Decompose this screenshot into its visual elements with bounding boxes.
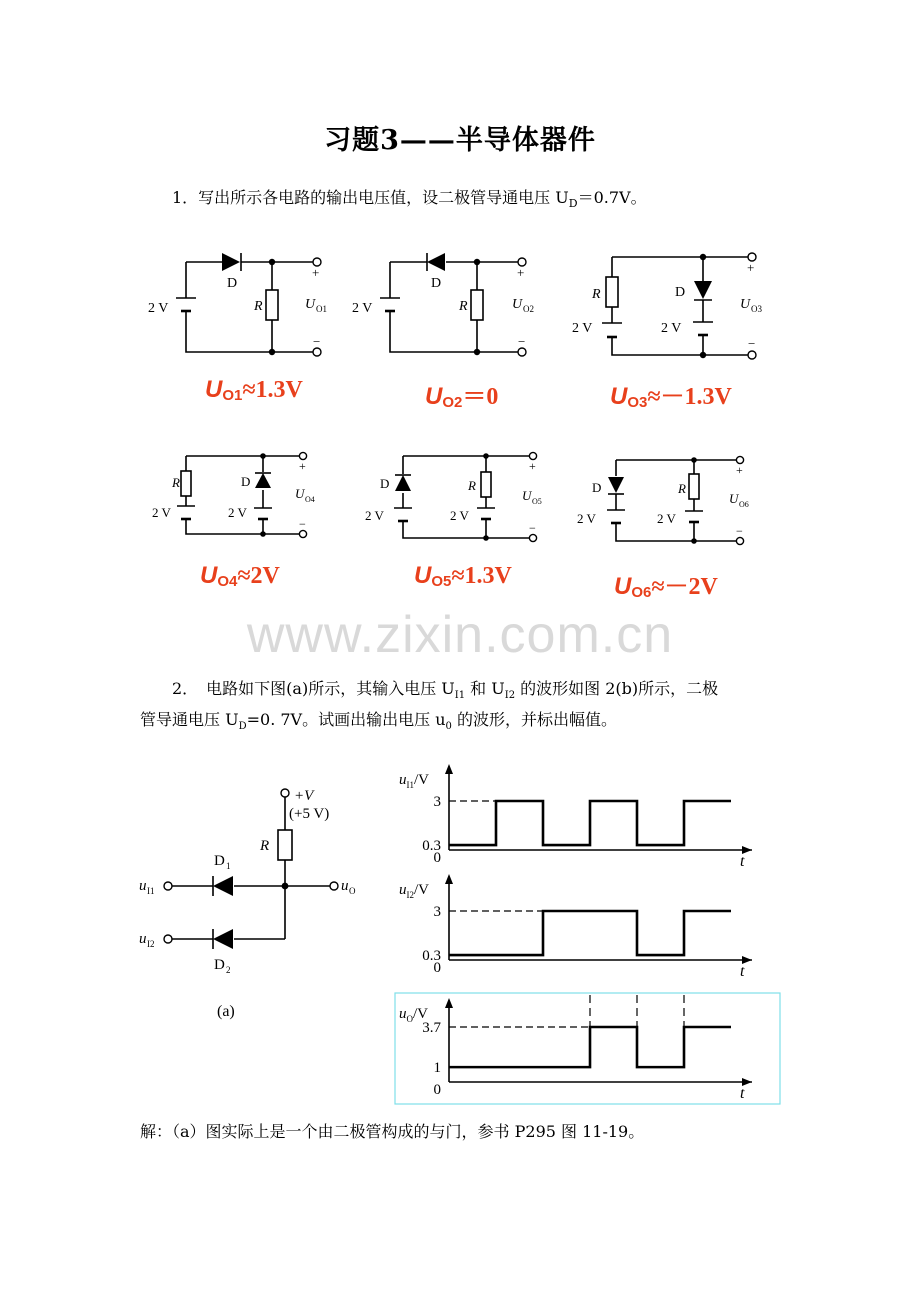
d1-sub: 1 — [226, 861, 231, 871]
output-sub: O1 — [316, 304, 327, 314]
resistor-label: R — [678, 481, 686, 496]
output-sub: O — [349, 886, 356, 896]
solution-text: 解：（a）图实际上是一个由二极管构成的与门，参书 P295 图 11-19。 — [140, 1122, 645, 1141]
minus-label: − — [529, 521, 536, 535]
battery-label: 2 V — [352, 301, 373, 316]
y-axis-label: $u_O/V$ — [399, 1006, 428, 1024]
output-label: U — [522, 488, 532, 503]
y-axis-arrow — [445, 764, 453, 774]
minus-label: − — [299, 517, 306, 531]
battery-label: 2 V — [657, 511, 676, 526]
output-label: U — [295, 486, 305, 501]
battery-label: 2 V — [148, 301, 169, 316]
plus-label: + — [299, 459, 306, 473]
plus-label: + — [736, 463, 743, 477]
supply-value: (+5 V) — [289, 806, 330, 822]
answer-2: $U_{O2}=0$ — [425, 383, 499, 411]
output-sub: O2 — [523, 304, 534, 314]
y-tick-label: 0 — [433, 1082, 441, 1098]
output-sub: O5 — [532, 497, 542, 506]
waveform-chart-1 — [399, 764, 752, 870]
supply-label: +V — [294, 788, 314, 804]
diode-label: D — [241, 474, 251, 489]
diode-label: D — [675, 285, 686, 300]
diode-label: D — [592, 480, 602, 495]
question-1: 1．写出所示各电路的输出电压值，设二极管导通电压 $U_D=0.7V$。 — [172, 188, 647, 211]
y-tick-label: 0 — [433, 850, 441, 866]
diode-label: D — [227, 276, 238, 291]
y-tick-label: 1 — [433, 1060, 441, 1077]
resistor-label: R — [172, 475, 180, 490]
waveform-chart-3 — [399, 995, 752, 1102]
waveform-line — [449, 1027, 731, 1067]
minus-label: − — [313, 334, 321, 349]
watermark: www.zixin.com.cn — [246, 606, 674, 664]
resistor-label: R — [468, 478, 476, 493]
input-2-label: u — [139, 931, 147, 947]
y-tick-label: 3 — [433, 904, 441, 920]
question-2-line-2: 管导通电压 $U_D=0$. 7V。试画出输出电压 $u_0$ 的波形，并标出幅值。 — [140, 710, 617, 733]
figure-caption: (a) — [217, 1003, 235, 1020]
waveform-line — [449, 801, 731, 845]
battery-label: 2 V — [572, 321, 593, 336]
plus-label: + — [312, 265, 320, 280]
x-axis-label: t — [740, 853, 745, 870]
y-axis-arrow — [445, 998, 453, 1008]
d2-label: D — [214, 957, 225, 973]
diode-label: D — [380, 476, 390, 491]
x-axis-label: t — [740, 1085, 745, 1102]
answer-highlight-box — [395, 993, 780, 1104]
input-2-sub: I2 — [147, 939, 155, 949]
waveform-line — [449, 911, 731, 955]
resistor-label: R — [260, 838, 270, 854]
minus-label: − — [736, 524, 743, 538]
battery-label: 2 V — [661, 321, 682, 336]
page-title: 习题3——半导体器件 — [324, 125, 596, 156]
resistor-label: R — [592, 287, 601, 302]
waveform-chart-2 — [399, 874, 752, 980]
y-tick-label: 3.7 — [422, 1020, 441, 1036]
minus-label: − — [748, 336, 756, 351]
d1-label: D — [214, 853, 225, 869]
answer-6: $U_{O6}\approx-2V$ — [614, 573, 718, 601]
d2-sub: 2 — [226, 965, 231, 975]
plus-label: + — [517, 265, 525, 280]
output-label: U — [305, 297, 316, 312]
y-tick-label: 3 — [433, 794, 441, 810]
output-label: u — [341, 878, 349, 894]
minus-label: − — [518, 334, 526, 349]
input-1-label: u — [139, 878, 147, 894]
output-sub: O6 — [739, 500, 749, 509]
battery-label: 2 V — [450, 508, 469, 523]
plus-label: + — [747, 260, 755, 275]
y-axis-label: $u_{I1}/V$ — [399, 772, 429, 790]
diode-label: D — [431, 276, 442, 291]
output-label: U — [729, 491, 739, 506]
y-axis-arrow — [445, 874, 453, 884]
answer-3: $U_{O3}\approx-1.3V$ — [610, 383, 732, 411]
answer-5: $U_{O5}\approx 1.3V$ — [414, 562, 512, 590]
y-tick-label: 0 — [433, 960, 441, 976]
resistor-label: R — [254, 299, 263, 314]
battery-label: 2 V — [365, 508, 384, 523]
y-tick-label: 0.3 — [422, 948, 441, 965]
output-label: U — [512, 297, 523, 312]
input-1-sub: I1 — [147, 886, 155, 896]
answer-4: $U_{O4}\approx 2V$ — [200, 562, 280, 590]
y-tick-label: 0.3 — [422, 838, 441, 855]
plus-label: + — [529, 459, 536, 473]
output-label: U — [740, 297, 751, 312]
x-axis-label: t — [740, 963, 745, 980]
output-sub: O4 — [305, 495, 315, 504]
resistor-label: R — [459, 299, 468, 314]
y-axis-label: $u_{I2}/V$ — [399, 882, 429, 900]
output-sub: O3 — [751, 304, 762, 314]
battery-label: 2 V — [152, 505, 171, 520]
answer-1: $U_{O1}\approx 1.3V$ — [205, 376, 303, 404]
question-2-line-1: 2． 电路如下图(a)所示，其输入电压 $U_{I1}$ 和 $U_{I2}$ 的波形如图 2(b)所示，二极 — [172, 679, 719, 702]
battery-label: 2 V — [577, 511, 596, 526]
battery-label: 2 V — [228, 505, 247, 520]
